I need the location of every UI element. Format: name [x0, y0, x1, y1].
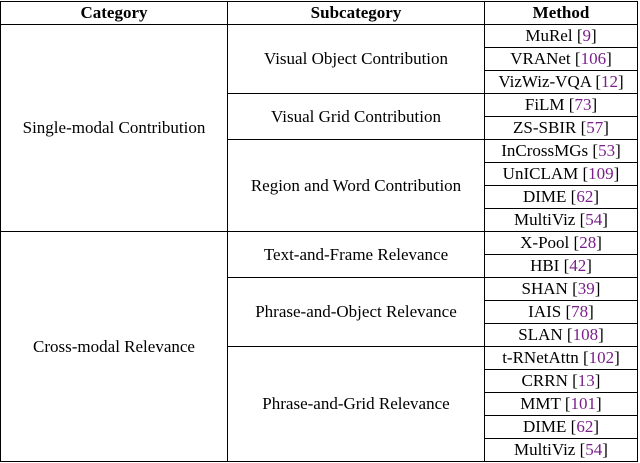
method-name: MultiViz — [514, 440, 576, 459]
citation-close-bracket: ] — [602, 440, 608, 459]
citation-close-bracket: ] — [596, 394, 602, 413]
method-cell — [485, 94, 638, 117]
method-name: MMT — [520, 394, 561, 413]
citation-open-bracket: [ — [563, 256, 570, 275]
citation-close-bracket: ] — [603, 118, 609, 137]
method-cell — [485, 71, 638, 94]
citation-ref[interactable]: 108 — [572, 325, 599, 344]
method-name: HBI — [530, 256, 560, 275]
method-cell — [485, 416, 638, 439]
subcategory-cell: Phrase-and-Grid Relevance — [228, 347, 485, 462]
citation-close-bracket: ] — [594, 279, 601, 298]
citation-ref[interactable]: 54 — [585, 210, 603, 229]
subcategory-cell: Visual Grid Contribution — [228, 94, 485, 140]
method-cell — [485, 278, 638, 301]
citation-close-bracket: ] — [602, 210, 608, 229]
citation-ref[interactable]: 28 — [579, 233, 597, 252]
citation-ref[interactable]: 62 — [576, 417, 594, 436]
citation-ref[interactable]: 42 — [569, 256, 587, 275]
category-cell: Single-modal Contribution — [1, 25, 228, 232]
citation-ref[interactable]: 101 — [570, 394, 597, 413]
citation-close-bracket: ] — [591, 95, 598, 114]
method-name: MuRel — [525, 26, 573, 45]
subcategory-cell: Phrase-and-Object Relevance — [228, 278, 485, 347]
method-name: X-Pool — [520, 233, 570, 252]
citation-close-bracket: ] — [588, 302, 594, 321]
citation-open-bracket: [ — [572, 279, 578, 298]
method-name: FiLM — [524, 95, 565, 114]
citation-ref[interactable]: 53 — [598, 141, 616, 160]
citation-open-bracket: [ — [582, 348, 589, 367]
method-name: DIME — [522, 417, 567, 436]
citation-close-bracket: ] — [593, 187, 600, 206]
citation-open-bracket: [ — [568, 95, 575, 114]
citation-close-bracket: ] — [593, 417, 600, 436]
citation-close-bracket: ] — [590, 26, 597, 45]
method-cell — [485, 232, 638, 255]
method-cell — [485, 393, 638, 416]
subcategory-cell: Text-and-Frame Relevance — [228, 232, 485, 278]
method-cell — [485, 117, 638, 140]
method-cell — [485, 163, 638, 186]
method-cell — [485, 370, 638, 393]
method-name: SLAN — [518, 325, 563, 344]
citation-open-bracket: [ — [574, 49, 581, 68]
header-category: Category — [1, 2, 228, 25]
subcategory-cell: Region and Word Contribution — [228, 140, 485, 232]
citation-open-bracket: [ — [564, 394, 571, 413]
method-name: MultiViz — [514, 210, 576, 229]
citation-open-bracket: [ — [580, 118, 587, 137]
method-cell — [485, 48, 638, 71]
citation-close-bracket: ] — [614, 348, 620, 367]
method-name: VRANet — [510, 49, 571, 68]
method-name: UnICLAM — [502, 164, 579, 183]
table-body — [1, 25, 638, 462]
citation-close-bracket: ] — [586, 256, 592, 275]
citation-ref[interactable]: 109 — [588, 164, 614, 183]
taxonomy-table — [0, 1, 638, 462]
header-row — [1, 2, 638, 25]
citation-open-bracket: [ — [566, 325, 573, 344]
method-cell — [485, 301, 638, 324]
citation-open-bracket: [ — [570, 417, 577, 436]
method-name: IAIS — [528, 302, 562, 321]
method-name: SHAN — [521, 279, 568, 298]
citation-open-bracket: [ — [595, 72, 601, 91]
category-cell: Cross-modal Relevance — [1, 232, 228, 462]
method-cell — [485, 186, 638, 209]
header-subcategory: Subcategory — [228, 2, 485, 25]
citation-open-bracket: [ — [592, 141, 599, 160]
citation-ref[interactable]: 12 — [600, 72, 618, 91]
citation-close-bracket: ] — [617, 72, 624, 91]
method-name: InCrossMGs — [501, 141, 589, 160]
citation-open-bracket: [ — [573, 233, 580, 252]
citation-ref[interactable]: 54 — [585, 440, 603, 459]
method-cell — [485, 209, 638, 232]
citation-close-bracket: ] — [613, 164, 620, 183]
citation-ref[interactable]: 9 — [582, 26, 591, 45]
citation-open-bracket: [ — [576, 26, 583, 45]
method-cell — [485, 140, 638, 163]
citation-ref[interactable]: 73 — [574, 95, 592, 114]
table-row — [1, 25, 638, 48]
citation-open-bracket: [ — [570, 187, 577, 206]
method-cell — [485, 255, 638, 278]
citation-ref[interactable]: 57 — [586, 118, 604, 137]
citation-ref[interactable]: 78 — [571, 302, 589, 321]
method-cell — [485, 347, 638, 370]
citation-close-bracket: ] — [606, 49, 612, 68]
method-name: t-RNetAttn — [502, 348, 579, 367]
method-name: DIME — [522, 187, 567, 206]
citation-close-bracket: ] — [596, 233, 602, 252]
method-name: ZS-SBIR — [513, 118, 577, 137]
subcategory-cell: Visual Object Contribution — [228, 25, 485, 94]
citation-open-bracket: [ — [579, 440, 586, 459]
citation-open-bracket: [ — [572, 371, 578, 390]
citation-close-bracket: ] — [594, 371, 601, 390]
method-cell — [485, 25, 638, 48]
citation-ref[interactable]: 106 — [580, 49, 607, 68]
method-name: CRRN — [521, 371, 568, 390]
citation-open-bracket: [ — [579, 210, 586, 229]
citation-close-bracket: ] — [598, 325, 604, 344]
method-cell — [485, 324, 638, 347]
citation-open-bracket: [ — [565, 302, 572, 321]
header-method: Method — [485, 2, 638, 25]
method-name: VizWiz-VQA — [498, 72, 592, 91]
citation-ref[interactable]: 62 — [576, 187, 594, 206]
citation-ref[interactable]: 39 — [577, 279, 595, 298]
citation-open-bracket: [ — [582, 164, 589, 183]
citation-ref[interactable]: 102 — [588, 348, 615, 367]
table-row — [1, 232, 638, 255]
method-cell — [485, 439, 638, 462]
citation-close-bracket: ] — [615, 141, 621, 160]
citation-ref[interactable]: 13 — [577, 371, 595, 390]
